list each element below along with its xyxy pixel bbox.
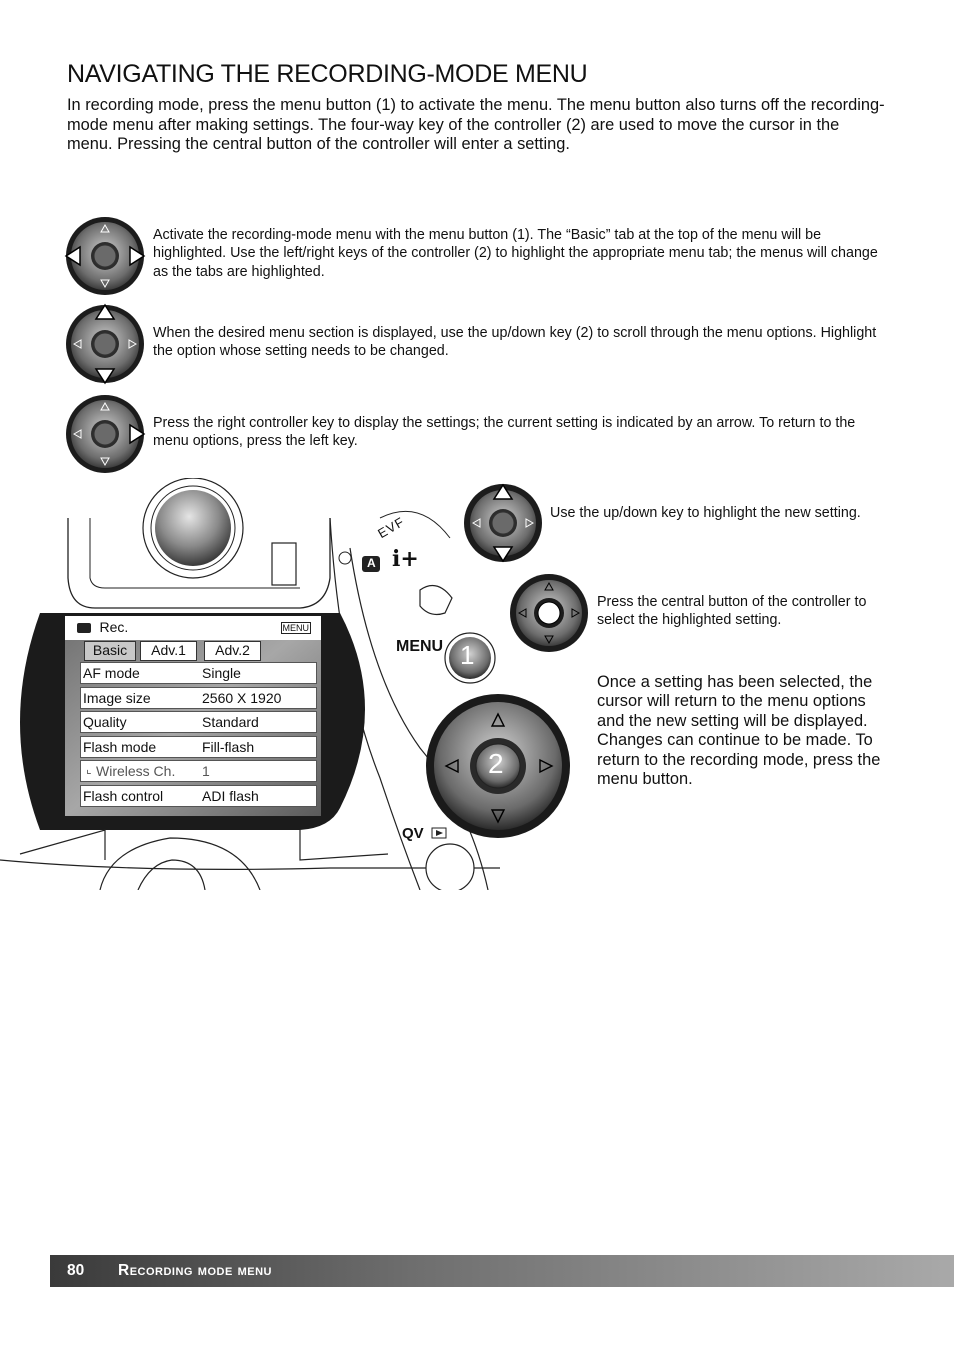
up-down-note: Use the up/down key to highlight the new setting. [550, 505, 861, 521]
menu-row-label: AF mode [83, 665, 140, 681]
lcd-header-label: Rec. [99, 619, 129, 635]
center-note: Press the central button of the controller to select the highlighted setting. [597, 594, 867, 629]
menu-row-value: ADI flash [202, 787, 259, 804]
menu-row-value: Fill-flash [202, 738, 255, 755]
page-number: 80 [67, 1262, 85, 1279]
menu-row-label: Flash control [83, 787, 164, 804]
intro-paragraph: In recording mode, press the menu button (1) to activate the menu. The menu button also turns off the recording-mode menu after making settings. The four-way key of the controller (2) are used to move the cursor in the menu. Pressing the central button of the controller will enter a setting. [67, 96, 885, 153]
menu-button-number: 1 [460, 640, 475, 670]
menu-row-label: Wireless Ch. [96, 763, 176, 780]
info-label: i+ [392, 546, 419, 572]
menu-row-label: Quality [83, 714, 127, 731]
controller-right-icon [64, 393, 146, 475]
step-2-text: When the desired menu section is displayed, use the up/down key (2) to scroll through the menu options. Highlight the option whose setting needs to be changed. [153, 325, 877, 360]
section-title: Recording mode menu [118, 1262, 272, 1279]
menu-button-label[interactable]: MENU [396, 638, 444, 655]
qv-label[interactable]: QV [402, 825, 424, 842]
evf-label: EVF [375, 513, 408, 542]
lcd-header [77, 619, 317, 639]
lcd-tabs [82, 641, 317, 659]
tab-adv1[interactable]: Adv.1 [140, 641, 197, 661]
menu-row-value: Standard [202, 714, 259, 731]
controller-up-down-icon [64, 303, 146, 385]
menu-row-value: Single [202, 665, 241, 681]
menu-row-flash-control[interactable] [80, 785, 317, 807]
menu-return-icon: MENU [282, 623, 309, 633]
menu-row-value: 2560 X 1920 [202, 689, 282, 706]
controller-center-icon [509, 573, 589, 653]
menu-row-flash-mode[interactable] [80, 736, 317, 758]
lcd-menu-list [80, 662, 317, 807]
menu-row-image-size[interactable] [80, 687, 317, 709]
camera-icon [77, 623, 91, 633]
tab-adv2[interactable]: Adv.2 [204, 641, 261, 661]
menu-row-label: Image size [83, 689, 151, 706]
menu-row-value: 1 [202, 763, 210, 780]
controller-left-right-icon [64, 215, 146, 297]
sub-item-icon: ⌞ [86, 762, 92, 777]
mode-a-label: A [367, 556, 376, 570]
menu-row-label: Flash mode [83, 738, 157, 755]
menu-row-quality[interactable] [80, 711, 317, 733]
controller-up-down-icon [463, 483, 543, 563]
once-selected-paragraph: Once a setting has been selected, the cursor will return to the menu options and the new setting will be displayed. Changes can continue to be made. To return to the recording mode, press the menu button. [597, 673, 881, 789]
page-title: NAVIGATING THE RECORDING-MODE MENU [67, 60, 588, 88]
step-1-text: Activate the recording-mode menu with the menu button (1). The “Basic” tab at the top of the menu will be highlighted. Use the left/right keys of the controller (2) to highlight the appropriate menu tab; the menus will change as the tabs are highlighted. [153, 227, 878, 280]
step-3-text: Press the right controller key to display the settings; the current setting is indicated by an arrow. To return to the menu options, press the left key. [153, 415, 856, 450]
tab-basic[interactable]: Basic [84, 641, 136, 661]
menu-row-wireless-ch[interactable] [80, 760, 317, 782]
controller-number: 2 [488, 748, 504, 779]
menu-row-af-mode[interactable] [80, 662, 317, 684]
